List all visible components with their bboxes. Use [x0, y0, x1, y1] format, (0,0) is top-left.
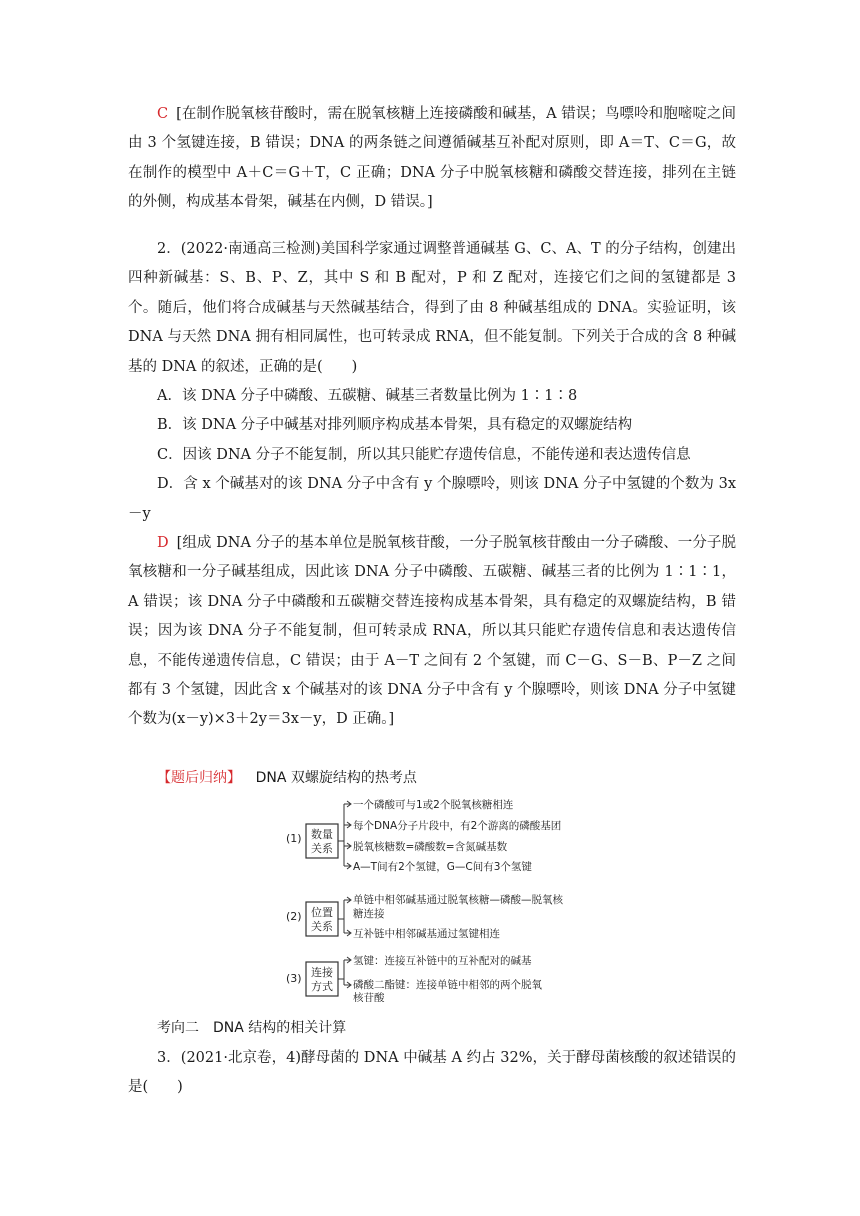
group3-arrowheads: [347, 957, 351, 988]
group1-item1: 一个磷酸可与1或2个脱氧核糖相连: [353, 799, 514, 811]
section2-title: 考向二 DNA 结构的相关计算: [157, 1020, 347, 1036]
group1-label-line2: 关系: [311, 842, 333, 855]
group1-item4: A—T间有2个氢键，G—C间有3个氢键: [353, 861, 532, 873]
group3-label-line1: 连接: [311, 966, 333, 979]
group1-number: (1): [286, 832, 302, 845]
group2-item1-line1: 单链中相邻碱基通过脱氧核糖—磷酸—脱氧核: [353, 894, 563, 906]
q1-answer-letter: C: [157, 106, 169, 122]
group3-number: (3): [286, 972, 302, 985]
group2-label-line2: 关系: [311, 920, 333, 933]
q1-answer-text: [在制作脱氧核苷酸时，需在脱氧核糖上连接磷酸和碱基，A 错误；鸟嘌呤和胞嘧啶之间由 3 个氢键连接，B 错误；DNA 的两条链之间遵循碱基互补配对原则，即 A＝T、C＝G，故在制作的模型中 A＋C＝G＋T，C 正确；DNA 分子中脱氧核糖和磷酸交替连接，排列在主链的外侧，构成基本骨架，碱基在内侧，D 错误。]: [128, 106, 736, 211]
summary-diagram: [284, 796, 614, 1002]
section-title: [157, 1014, 736, 1043]
group2-bracket: [338, 900, 350, 933]
q2-stem: 2．(2022·南通高三检测)美国科学家通过调整普通碱基 G、C、A、T 的分子结构，创建出四种新碱基：S、B、P、Z，其中 S 和 B 配对，P 和 Z 配对，连接它们之间的氢键都是 3 个。随后，他们将合成碱基与天然碱基结合，得到了由 8 种碱基组成的 DNA。实验证明，该 DNA 与天然 DNA 拥有相同属性，也可转录成 RNA，但不能复制。下列关于合成的含 8 种碱基的 DNA 的叙述，正确的是( ): [128, 241, 736, 375]
summary-heading: [157, 764, 736, 793]
group3-item1: 氢键：连接互补链中的互补配对的碱基: [353, 955, 532, 967]
summary-tag: 【题后归纳】: [157, 770, 241, 786]
q2-answer-letter: D: [157, 535, 169, 551]
q2-option-b: B．该 DNA 分子中碱基对排列顺序构成基本骨架，具有稳定的双螺旋结构: [157, 417, 633, 434]
group2-number: (2): [286, 910, 302, 923]
q2-answer-text: [组成 DNA 分子的基本单位是脱氧核苷酸，一分子脱氧核苷酸由一分子磷酸、一分子脱氧核糖和一分子碱基组成，因此该 DNA 分子中磷酸、五碳糖、碱基三者的比例为 1∶1∶1，A 错误；该 DNA 分子中磷酸和五碳糖交替连接构成基本骨架，具有稳定的双螺旋结构，B 错误；因为该 DNA 分子不能复制，但可转录成 RNA，所以其只能贮存遗传信息和表达遗传信息，不能传递遗传信息，C 错误；由于 A－T 之间有 2 个氢键，而 C－G、S－B、P－Z 之间都有 3 个氢键，因此含 x 个碱基对的该 DNA 分子中含有 y 个腺嘌呤，则该 DNA 分子中氢键个数为(x－y)×3＋2y＝3x－y，D 正确。]: [128, 535, 736, 728]
q2-option-a: A．该 DNA 分子中磷酸、五碳糖、碱基三者数量比例为 1∶1∶8: [157, 388, 578, 404]
group2-arrowheads: [347, 897, 351, 936]
group2-item1-line2: 糖连接: [353, 908, 385, 920]
group2-item2: 互补链中相邻碱基通过氢键相连: [353, 928, 500, 940]
group3-item2-line2: 核苷酸: [353, 992, 385, 1002]
group1-item3: 脱氧核糖数=磷酸数=含氮碱基数: [353, 841, 508, 853]
group3-bracket: [338, 960, 350, 985]
group1-label-line1: 数量: [311, 828, 333, 841]
group1-bracket: [338, 804, 350, 866]
q2-option-d: D．含 x 个碱基对的该 DNA 分子中含有 y 个腺嘌呤，则该 DNA 分子中氢键的个数为 3x－y: [128, 476, 736, 522]
q2-explanation: [128, 529, 736, 735]
group2-label-line1: 位置: [311, 906, 333, 919]
q2-option-c: C．因该 DNA 分子不能复制，所以其只能贮存遗传信息，不能传递和表达遗传信息: [157, 446, 691, 463]
group3-item2-line1: 磷酸二酯键：连接单链中相邻的两个脱氧: [353, 979, 542, 991]
group3-label-line2: 方式: [311, 980, 333, 993]
summary-title: DNA 双螺旋结构的热考点: [255, 770, 417, 786]
group1-arrowheads: [347, 801, 351, 869]
group1-item2: 每个DNA分子片段中，有2个游离的磷酸基团: [353, 820, 562, 832]
q2-options: [128, 382, 736, 529]
q3-stem: 3．(2021·北京卷，4)酵母菌的 DNA 中碱基 A 约占 32%，关于酵母菌核酸的叙述错误的是( ): [128, 1050, 736, 1096]
q1-explanation: [128, 100, 736, 218]
